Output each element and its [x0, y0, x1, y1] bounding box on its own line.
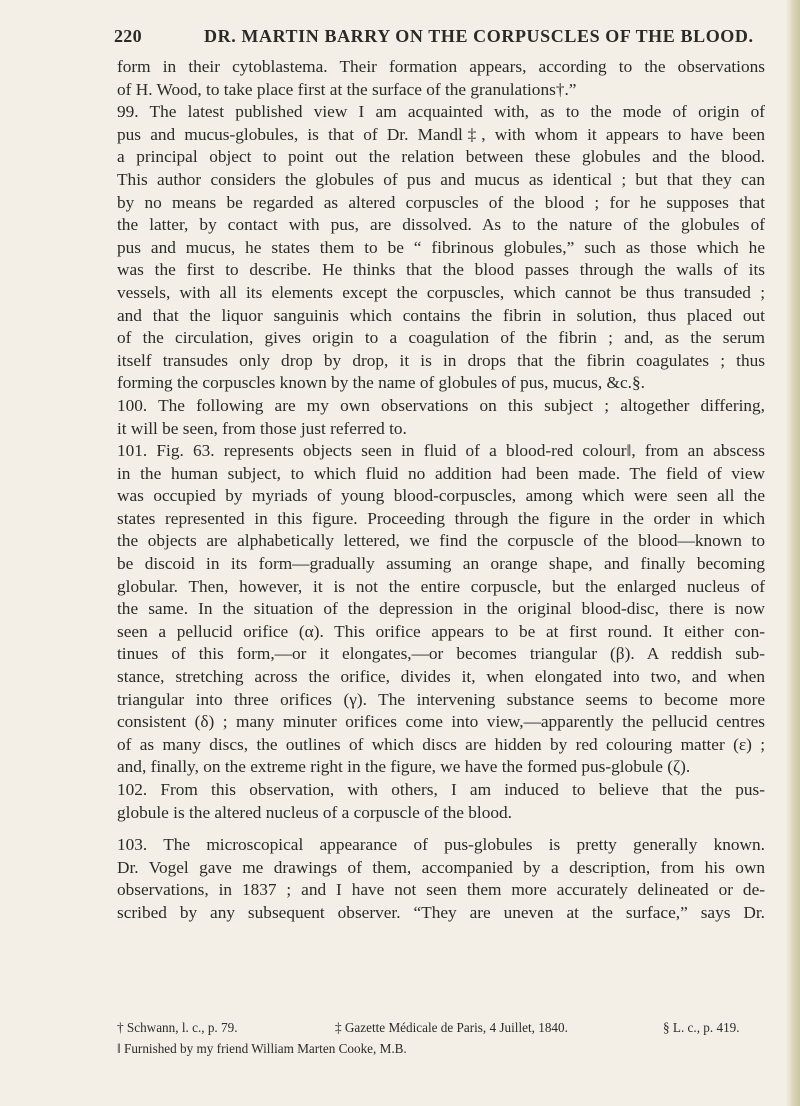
text-line: globular. Then, however, it is not the entire corpuscle, but the enlarged nucleus of: [117, 576, 765, 596]
text-line: consistent (δ) ; many minuter orifices come into view,—apparently the pellucid centres: [117, 712, 765, 732]
text-line: pus and mucus-globules, is that of Dr. Mandl‡, with whom it appears to have been: [117, 124, 765, 144]
text-line: be discoid in its form—gradually assuming an orange shape, and finally becoming: [117, 554, 765, 574]
page-number: 220: [114, 26, 142, 46]
footnote-row: [117, 1017, 767, 1038]
paragraph-gap: [117, 824, 765, 834]
text-line: the latter, by contact with pus, are dissolved. As to the nature of the globules of: [117, 215, 765, 235]
text-line: pus and mucus, he states them to be “ fibrinous globules,” such as those which he: [117, 237, 765, 257]
text-line: the objects are alphabetically lettered, we find the corpuscle of the blood—known to: [117, 531, 765, 551]
page-header: [114, 26, 768, 52]
paragraph-100: [117, 395, 765, 440]
text-line: 103. The microscopical appearance of pus-globules is pretty generally known.: [117, 835, 765, 855]
text-line: a principal object to point out the relation between these globules and the blood.: [117, 147, 765, 167]
text-line: states represented in this figure. Proceeding through the figure in the order in which: [117, 508, 765, 528]
footnote-dagger: † Schwann, l. c., p. 79.: [117, 1020, 238, 1035]
text-line: 99. The latest published view I am acquainted with, as to the mode of origin of: [117, 102, 765, 122]
footnotes: [117, 1017, 767, 1059]
text-line: globule is the altered nucleus of a corpuscle of the blood.: [117, 802, 512, 822]
text-line: forming the corpuscles known by the name of globules of pus, mucus, &c.§.: [117, 373, 645, 393]
text-line: of the circulation, gives origin to a coagulation of the fibrin ; and, as the serum: [117, 328, 765, 348]
text-line: was occupied by myriads of young blood-corpuscles, among which were seen all the: [117, 486, 765, 506]
text-line: itself transudes only drop by drop, it is in drops that the fibrin coagulates ; thus: [117, 350, 765, 370]
paragraph-101: [117, 440, 765, 779]
text-line: and, finally, on the extreme right in the figure, we have the formed pus-globule (ζ).: [117, 757, 691, 777]
text-line: was the first to describe. He thinks that the blood passes through the walls of its: [117, 260, 765, 280]
text-line: stance, stretching across the orifice, divides it, when elongated into two, and when: [117, 667, 765, 687]
footnote-section: § L. c., p. 419.: [663, 1020, 740, 1035]
text-line: seen a pellucid orifice (α). This orifice appears to be at first round. It either con-: [117, 621, 765, 641]
text-line: and that the liquor sanguinis which contains the fibrin in solution, thus placed out: [117, 305, 765, 325]
footnote-parallel: ‖ Furnished by my friend William Marten Cooke, M.B.: [117, 1041, 407, 1056]
text-line: scribed by any subsequent observer. “They are uneven at the surface,” says Dr.: [117, 902, 765, 922]
page-edge-shadow: [786, 0, 800, 1106]
text-line: in the human subject, to which fluid no addition had been made. The field of view: [117, 463, 765, 483]
text-line: vessels, with all its elements except the corpuscles, which cannot be thus transuded ;: [117, 282, 765, 302]
text-line: the same. In the situation of the depression in the original blood-disc, there is now: [117, 599, 765, 619]
paragraph-continuation: [117, 56, 765, 101]
paragraph-103: [117, 834, 765, 924]
paragraph-102: [117, 779, 765, 824]
text-line: by no means be regarded as altered corpuscles of the blood ; for he supposes that: [117, 192, 765, 212]
text-line: 100. The following are my own observations on this subject ; altogether differing,: [117, 395, 765, 415]
text-line: it will be seen, from those just referred to.: [117, 418, 407, 438]
text-line: This author considers the globules of pus and mucus as identical ; but that they can: [117, 169, 765, 189]
text-line: 102. From this observation, with others, I am induced to believe that the pus-: [117, 780, 765, 799]
footnote-row: [117, 1038, 767, 1059]
running-title: DR. MARTIN BARRY ON THE CORPUSCLES OF THE BLOOD.: [204, 26, 754, 46]
text-line: observations, in 1837 ; and I have not seen them more accurately delineated or de-: [117, 880, 765, 900]
body-text: [117, 56, 765, 925]
footnote-double-dagger: ‡ Gazette Médicale de Paris, 4 Juillet, 1840.: [335, 1020, 568, 1035]
text-line: of as many discs, the outlines of which discs are hidden by red colouring matter (ε) ;: [117, 734, 765, 754]
text-line: Dr. Vogel gave me drawings of them, accompanied by a description, from his own: [117, 857, 765, 877]
text-line: of H. Wood, to take place first at the surface of the granulations†.”: [117, 79, 577, 99]
paragraph-99: [117, 101, 765, 395]
text-line: tinues of this form,—or it elongates,—or becomes triangular (β). A reddish sub-: [117, 644, 765, 664]
text-line: 101. Fig. 63. represents objects seen in fluid of a blood-red colour‖, from an abscess: [117, 441, 765, 461]
text-line: triangular into three orifices (γ). The intervening substance seems to become more: [117, 689, 765, 709]
text-line: form in their cytoblastema. Their formation appears, according to the observations: [117, 57, 765, 76]
